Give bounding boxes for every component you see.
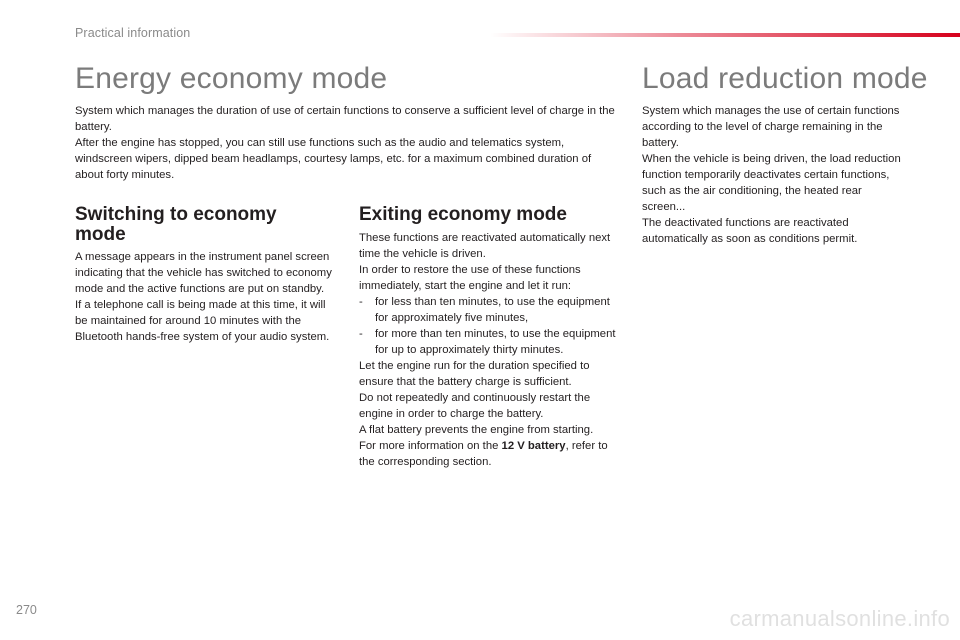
exiting-paragraph-1: These functions are reactivated automatically next time the vehicle is driven. bbox=[359, 232, 611, 260]
load-reduction-paragraph-1: System which manages the use of certain functions according to the level of charge remaining in the battery. bbox=[642, 105, 900, 149]
energy-economy-intro bbox=[75, 103, 615, 183]
energy-intro-paragraph-1: System which manages the duration of use of certain functions to conserve a sufficient level of charge in the battery. bbox=[75, 105, 615, 133]
load-reduction-body bbox=[642, 103, 904, 247]
load-reduction-paragraph-3: The deactivated functions are reactivated automatically as soon as conditions permit. bbox=[642, 217, 858, 245]
header-accent-rule bbox=[490, 33, 960, 37]
list-item-text: for more than ten minutes, to use the equipment for up to approximately thirty minutes. bbox=[375, 328, 616, 356]
watermark: carmanualsonline.info bbox=[729, 606, 950, 631]
section-header: Practical information bbox=[75, 26, 191, 40]
exiting-paragraph-2: In order to restore the use of these functions immediately, start the engine and let it run: bbox=[359, 264, 581, 292]
exiting-paragraph-3: Let the engine run for the duration specified to ensure that the battery charge is sufficient. bbox=[359, 360, 590, 388]
list-item-text: for less than ten minutes, to use the equipment for approximately five minutes, bbox=[375, 296, 610, 324]
load-reduction-title: Load reduction mode bbox=[642, 62, 928, 95]
energy-economy-title: Energy economy mode bbox=[75, 62, 388, 95]
list-dash: - bbox=[359, 296, 363, 308]
load-reduction-paragraph-2: When the vehicle is being driven, the load reduction function temporarily deactivates certain functions, such as the air conditioning, the heated rear screen... bbox=[642, 153, 901, 213]
list-item bbox=[359, 294, 621, 326]
switching-paragraph-1: A message appears in the instrument panel screen indicating that the vehicle has switched to economy mode and the active functions are put on standby. bbox=[75, 251, 332, 295]
exiting-paragraph-6 bbox=[359, 438, 621, 470]
switching-paragraph-2: If a telephone call is being made at this time, it will be maintained for around 10 minutes with the Bluetooth hands-free system of your audio system. bbox=[75, 299, 330, 343]
exiting-paragraph-4: Do not repeatedly and continuously restart the engine in order to charge the battery. bbox=[359, 392, 591, 420]
energy-intro-paragraph-2: After the engine has stopped, you can still use functions such as the audio and telematics system, windscreen wipers, dipped beam headlamps, courtesy lamps, etc. for a maximum combined duration of about forty minutes. bbox=[75, 137, 592, 181]
battery-reference-link: 12 V battery bbox=[501, 440, 566, 452]
reference-text-before: For more information on the bbox=[359, 440, 502, 452]
reference-text-after: , refer to the corresponding section. bbox=[359, 440, 608, 468]
exiting-economy-body bbox=[359, 230, 621, 470]
exiting-paragraph-5: A flat battery prevents the engine from starting. bbox=[359, 424, 594, 436]
exiting-run-duration-list bbox=[359, 294, 621, 358]
switching-economy-title: Switching to economy mode bbox=[75, 204, 277, 245]
exiting-economy-title: Exiting economy mode bbox=[359, 204, 567, 225]
page-number: 270 bbox=[16, 603, 37, 617]
list-item bbox=[359, 326, 621, 358]
switching-economy-body bbox=[75, 249, 337, 345]
list-dash: - bbox=[359, 328, 363, 340]
